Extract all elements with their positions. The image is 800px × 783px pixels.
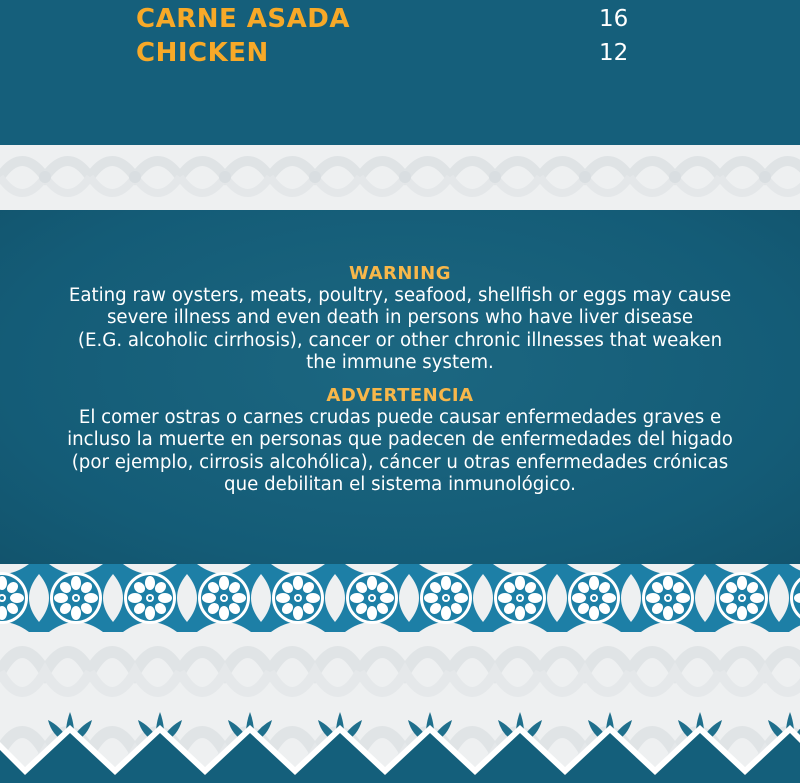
warning-line: (E.G. alcoholic cirrhosis), cancer or other chronic illnesses that weaken — [77, 329, 723, 351]
decorative-pattern-band — [0, 145, 800, 210]
menu-item-price: 16 — [599, 6, 629, 32]
warning-line: El comer ostras o carnes crudas puede causar enfermedades graves e — [78, 407, 722, 428]
warning-text-en — [20, 285, 780, 375]
warning-line: que debilitan el sistema inmunológico. — [224, 474, 576, 496]
menu-item-name: CHICKEN — [136, 38, 269, 68]
menu-section — [0, 0, 800, 145]
warning-line: Eating raw oysters, meats, poultry, seafood, shellfish or eggs may cause — [68, 285, 732, 306]
bottom-decorative-band — [0, 632, 800, 779]
warning-line: (por ejemplo, cirrosis alcohólica), cáncer u otras enfermedades crónicas — [71, 451, 729, 473]
advertencia-title: ADVERTENCIA — [326, 385, 474, 406]
talavera-tile-icon — [0, 564, 800, 632]
talavera-tile-border — [0, 564, 800, 632]
menu-item-name: CARNE ASADA — [136, 4, 350, 34]
warning-line: incluso la muerte en personas que padecen de enfermedades del higado — [67, 429, 733, 451]
warning-title: WARNING — [349, 263, 451, 284]
warning-text-es — [20, 407, 780, 497]
warning-line: severe illness and even death in persons who have liver disease — [106, 307, 694, 329]
menu-item — [0, 2, 800, 36]
warning-panel — [0, 210, 800, 564]
menu-item — [0, 36, 800, 70]
warning-line: the immune system. — [306, 352, 494, 374]
fleur-zigzag-icon — [0, 632, 800, 779]
scallop-pattern-icon — [0, 145, 800, 210]
menu-item-price: 12 — [599, 40, 629, 66]
